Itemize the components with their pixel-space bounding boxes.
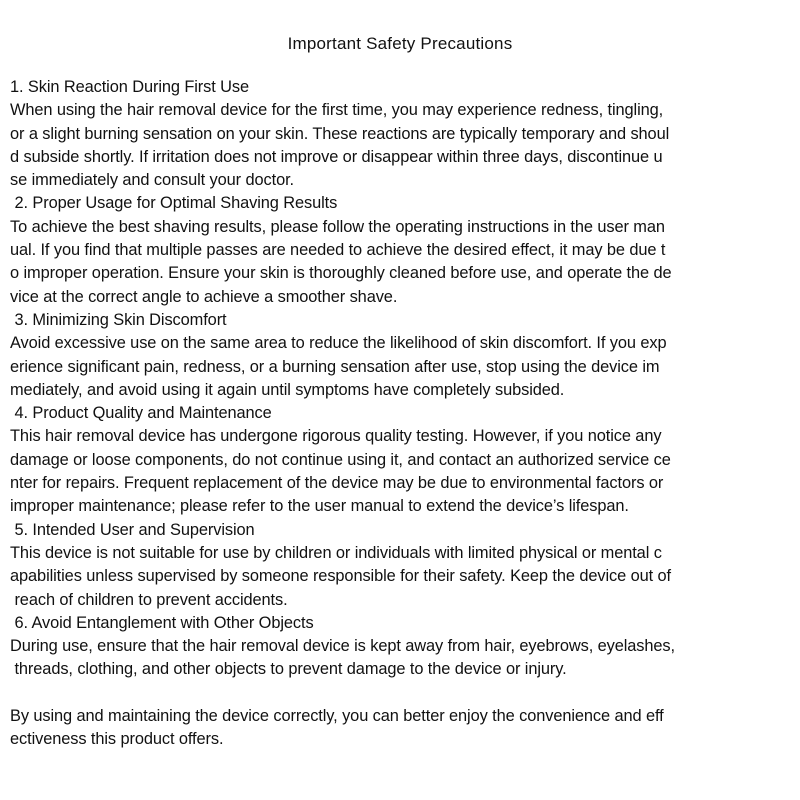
section-2-line: To achieve the best shaving results, please follow the operating instructions in the user man bbox=[10, 217, 665, 236]
section-2-line: ual. If you find that multiple passes are needed to achieve the desired effect, it may be due t bbox=[10, 241, 666, 260]
section-4-heading: 4. Product Quality and Maintenance bbox=[10, 404, 272, 423]
section-4-line: damage or loose components, do not continue using it, and contact an authorized service ce bbox=[10, 450, 671, 469]
section-2-line: vice at the correct angle to achieve a smoother shave. bbox=[10, 287, 398, 306]
section-3-line: Avoid excessive use on the same area to reduce the likelihood of skin discomfort. If you exp bbox=[10, 334, 667, 353]
section-4-line: This hair removal device has undergone rigorous quality testing. However, if you notice any bbox=[10, 427, 662, 446]
section-3-heading: 3. Minimizing Skin Discomfort bbox=[10, 310, 227, 329]
page-title: Important Safety Precautions bbox=[287, 34, 513, 53]
section-1-line: When using the hair removal device for the first time, you may experience redness, tingling, bbox=[10, 101, 664, 120]
section-2-line: o improper operation. Ensure your skin is thoroughly cleaned before use, and operate the de bbox=[10, 264, 672, 283]
closing-line: ectiveness this product offers. bbox=[10, 730, 224, 749]
section-5-line: reach of children to prevent accidents. bbox=[10, 590, 288, 609]
section-1-heading: 1. Skin Reaction During First Use bbox=[10, 78, 250, 96]
section-6-heading: 6. Avoid Entanglement with Other Objects bbox=[10, 613, 314, 632]
section-6-line: During use, ensure that the hair removal device is kept away from hair, eyebrows, eyelashes, bbox=[10, 637, 675, 656]
section-1-line: d subside shortly. If irritation does not improve or disappear within three days, discontinue u bbox=[10, 147, 663, 166]
section-3-line: erience significant pain, redness, or a burning sensation after use, stop using the device im bbox=[10, 357, 660, 376]
document-body bbox=[10, 76, 800, 752]
section-1-line: se immediately and consult your doctor. bbox=[10, 171, 294, 190]
section-3-line: mediately, and avoid using it again until symptoms have completely subsided. bbox=[10, 380, 565, 399]
section-2-heading: 2. Proper Usage for Optimal Shaving Results bbox=[10, 194, 338, 213]
section-5-line: apabilities unless supervised by someone responsible for their safety. Keep the device out of bbox=[10, 567, 671, 586]
blank-line bbox=[10, 682, 800, 705]
section-4-line: improper maintenance; please refer to the user manual to extend the device’s lifespan. bbox=[10, 497, 629, 516]
section-5-heading: 5. Intended User and Supervision bbox=[10, 520, 255, 539]
section-4-line: nter for repairs. Frequent replacement of the device may be due to environmental factors or bbox=[10, 474, 664, 493]
section-1-line: or a slight burning sensation on your skin. These reactions are typically temporary and shoul bbox=[10, 124, 670, 143]
closing-line: By using and maintaining the device correctly, you can better enjoy the convenience and eff bbox=[10, 707, 664, 726]
section-6-line: threads, clothing, and other objects to prevent damage to the device or injury. bbox=[10, 660, 567, 679]
section-5-line: This device is not suitable for use by children or individuals with limited physical or mental c bbox=[10, 543, 662, 562]
